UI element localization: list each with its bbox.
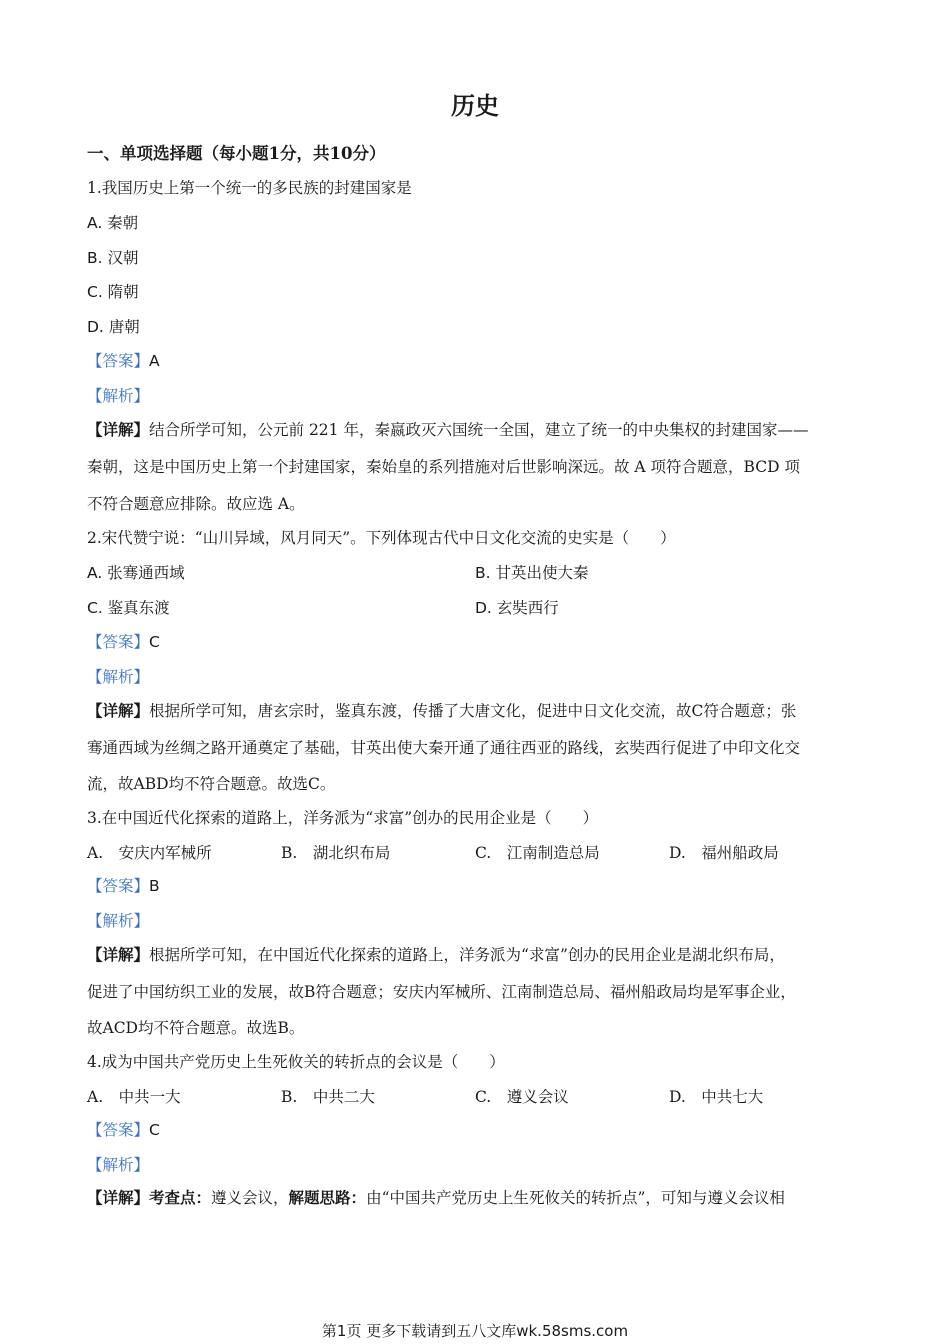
q1-option-c: C. 隋朝 (87, 283, 139, 301)
silu-label: 解题思路： (288, 1188, 367, 1207)
question-4-stem: 4.成为中国共产党历史上生死攸关的转折点的会议是（ ） (87, 1053, 505, 1071)
q3-answer (87, 876, 160, 896)
answer-tag: 【答案】 (87, 633, 150, 651)
page-title: 历史 (451, 92, 499, 120)
q1-option-d: D. 唐朝 (87, 318, 140, 336)
answer-value: A (149, 352, 160, 370)
q4-option-c: C. 遵义会议 (475, 1088, 569, 1106)
q2-option-c: C. 鉴真东渡 (87, 599, 170, 617)
q3-detail-line-1 (87, 945, 785, 965)
detail-tag: 【详解】 (87, 1188, 150, 1207)
question-1-stem: 1.我国历史上第一个统一的多民族的封建国家是 (87, 179, 412, 197)
q3-option-a: A. 安庆内军械所 (87, 844, 212, 862)
q2-detail-line-3: 流，故ABD均不符合题意。故选C。 (87, 775, 336, 793)
q4-option-b: B. 中共二大 (281, 1088, 375, 1106)
silu-text: 由“中国共产党历史上生死攸关的转折点”，可知与遵义会议相 (366, 1189, 785, 1207)
answer-tag: 【答案】 (87, 877, 150, 895)
q3-detail-line-3: 故ACD均不符合题意。故选B。 (87, 1019, 305, 1037)
detail-text: 根据所学可知，唐玄宗时，鉴真东渡，传播了大唐文化，促进中日文化交流，故C符合题意；张 (149, 702, 797, 720)
answer-tag: 【答案】 (87, 352, 150, 370)
q1-option-b: B. 汉朝 (87, 249, 139, 267)
detail-text: 结合所学可知，公元前 221 年，秦嬴政灭六国统一全国，建立了统一的中央集权的封建国家—— (149, 421, 809, 439)
q1-option-a: A. 秦朝 (87, 214, 139, 232)
q1-detail-line-3: 不符合题意应排除。故应选 A。 (87, 495, 305, 513)
q1-analysis-tag: 【解析】 (87, 387, 150, 405)
q4-detail-line-1 (87, 1188, 785, 1208)
section-heading: 一、单项选择题（每小题1分，共10分） (87, 144, 386, 163)
answer-value: C (149, 633, 160, 651)
q3-analysis-tag: 【解析】 (87, 912, 150, 930)
page-footer: 第1页 更多下载请到五八文库wk.58sms.com (321, 1322, 629, 1340)
q1-answer (87, 351, 160, 371)
q3-option-b: B. 湖北织布局 (281, 844, 391, 862)
q4-answer (87, 1120, 160, 1140)
kaochadian-label: 考查点： (149, 1188, 212, 1207)
answer-value: C (149, 1121, 160, 1139)
q2-analysis-tag: 【解析】 (87, 668, 150, 686)
q3-option-d: D. 福州船政局 (669, 844, 779, 862)
q2-detail-line-2: 骞通西域为丝绸之路开通奠定了基础，甘英出使大秦开通了通往西亚的路线，玄奘西行促进了中印文化交 (87, 739, 801, 757)
detail-tag: 【详解】 (87, 420, 150, 439)
detail-tag: 【详解】 (87, 945, 150, 964)
q2-detail-line-1 (87, 701, 796, 721)
q2-option-a: A. 张骞通西域 (87, 564, 185, 582)
detail-tag: 【详解】 (87, 701, 150, 720)
question-2-stem: 2.宋代赞宁说：“山川异域，风月同天”。下列体现古代中日文化交流的史实是（ ） (87, 529, 676, 547)
q2-option-d: D. 玄奘西行 (475, 599, 559, 617)
q3-detail-line-2: 促进了中国纺织工业的发展，故B符合题意；安庆内军械所、江南制造总局、福州船政局均是军事企业， (87, 983, 796, 1001)
q4-option-d: D. 中共七大 (669, 1088, 764, 1106)
q4-option-a: A. 中共一大 (87, 1088, 181, 1106)
q1-detail-line-2: 秦朝，这是中国历史上第一个封建国家，秦始皇的系列措施对后世影响深远。故 A 项符合题意，BCD 项 (87, 458, 800, 476)
answer-value: B (149, 877, 160, 895)
kaochadian-text: 遵义会议， (211, 1189, 289, 1207)
answer-tag: 【答案】 (87, 1121, 150, 1139)
q4-analysis-tag: 【解析】 (87, 1156, 150, 1174)
q1-detail-line-1 (87, 420, 808, 440)
q2-option-b: B. 甘英出使大秦 (475, 564, 589, 582)
q2-answer (87, 632, 160, 652)
question-3-stem: 3.在中国近代化探索的道路上，洋务派为“求富”创办的民用企业是（ ） (87, 809, 599, 827)
detail-text: 根据所学可知，在中国近代化探索的道路上，洋务派为“求富”创办的民用企业是湖北织布局， (149, 946, 785, 964)
q3-option-c: C. 江南制造总局 (475, 844, 600, 862)
